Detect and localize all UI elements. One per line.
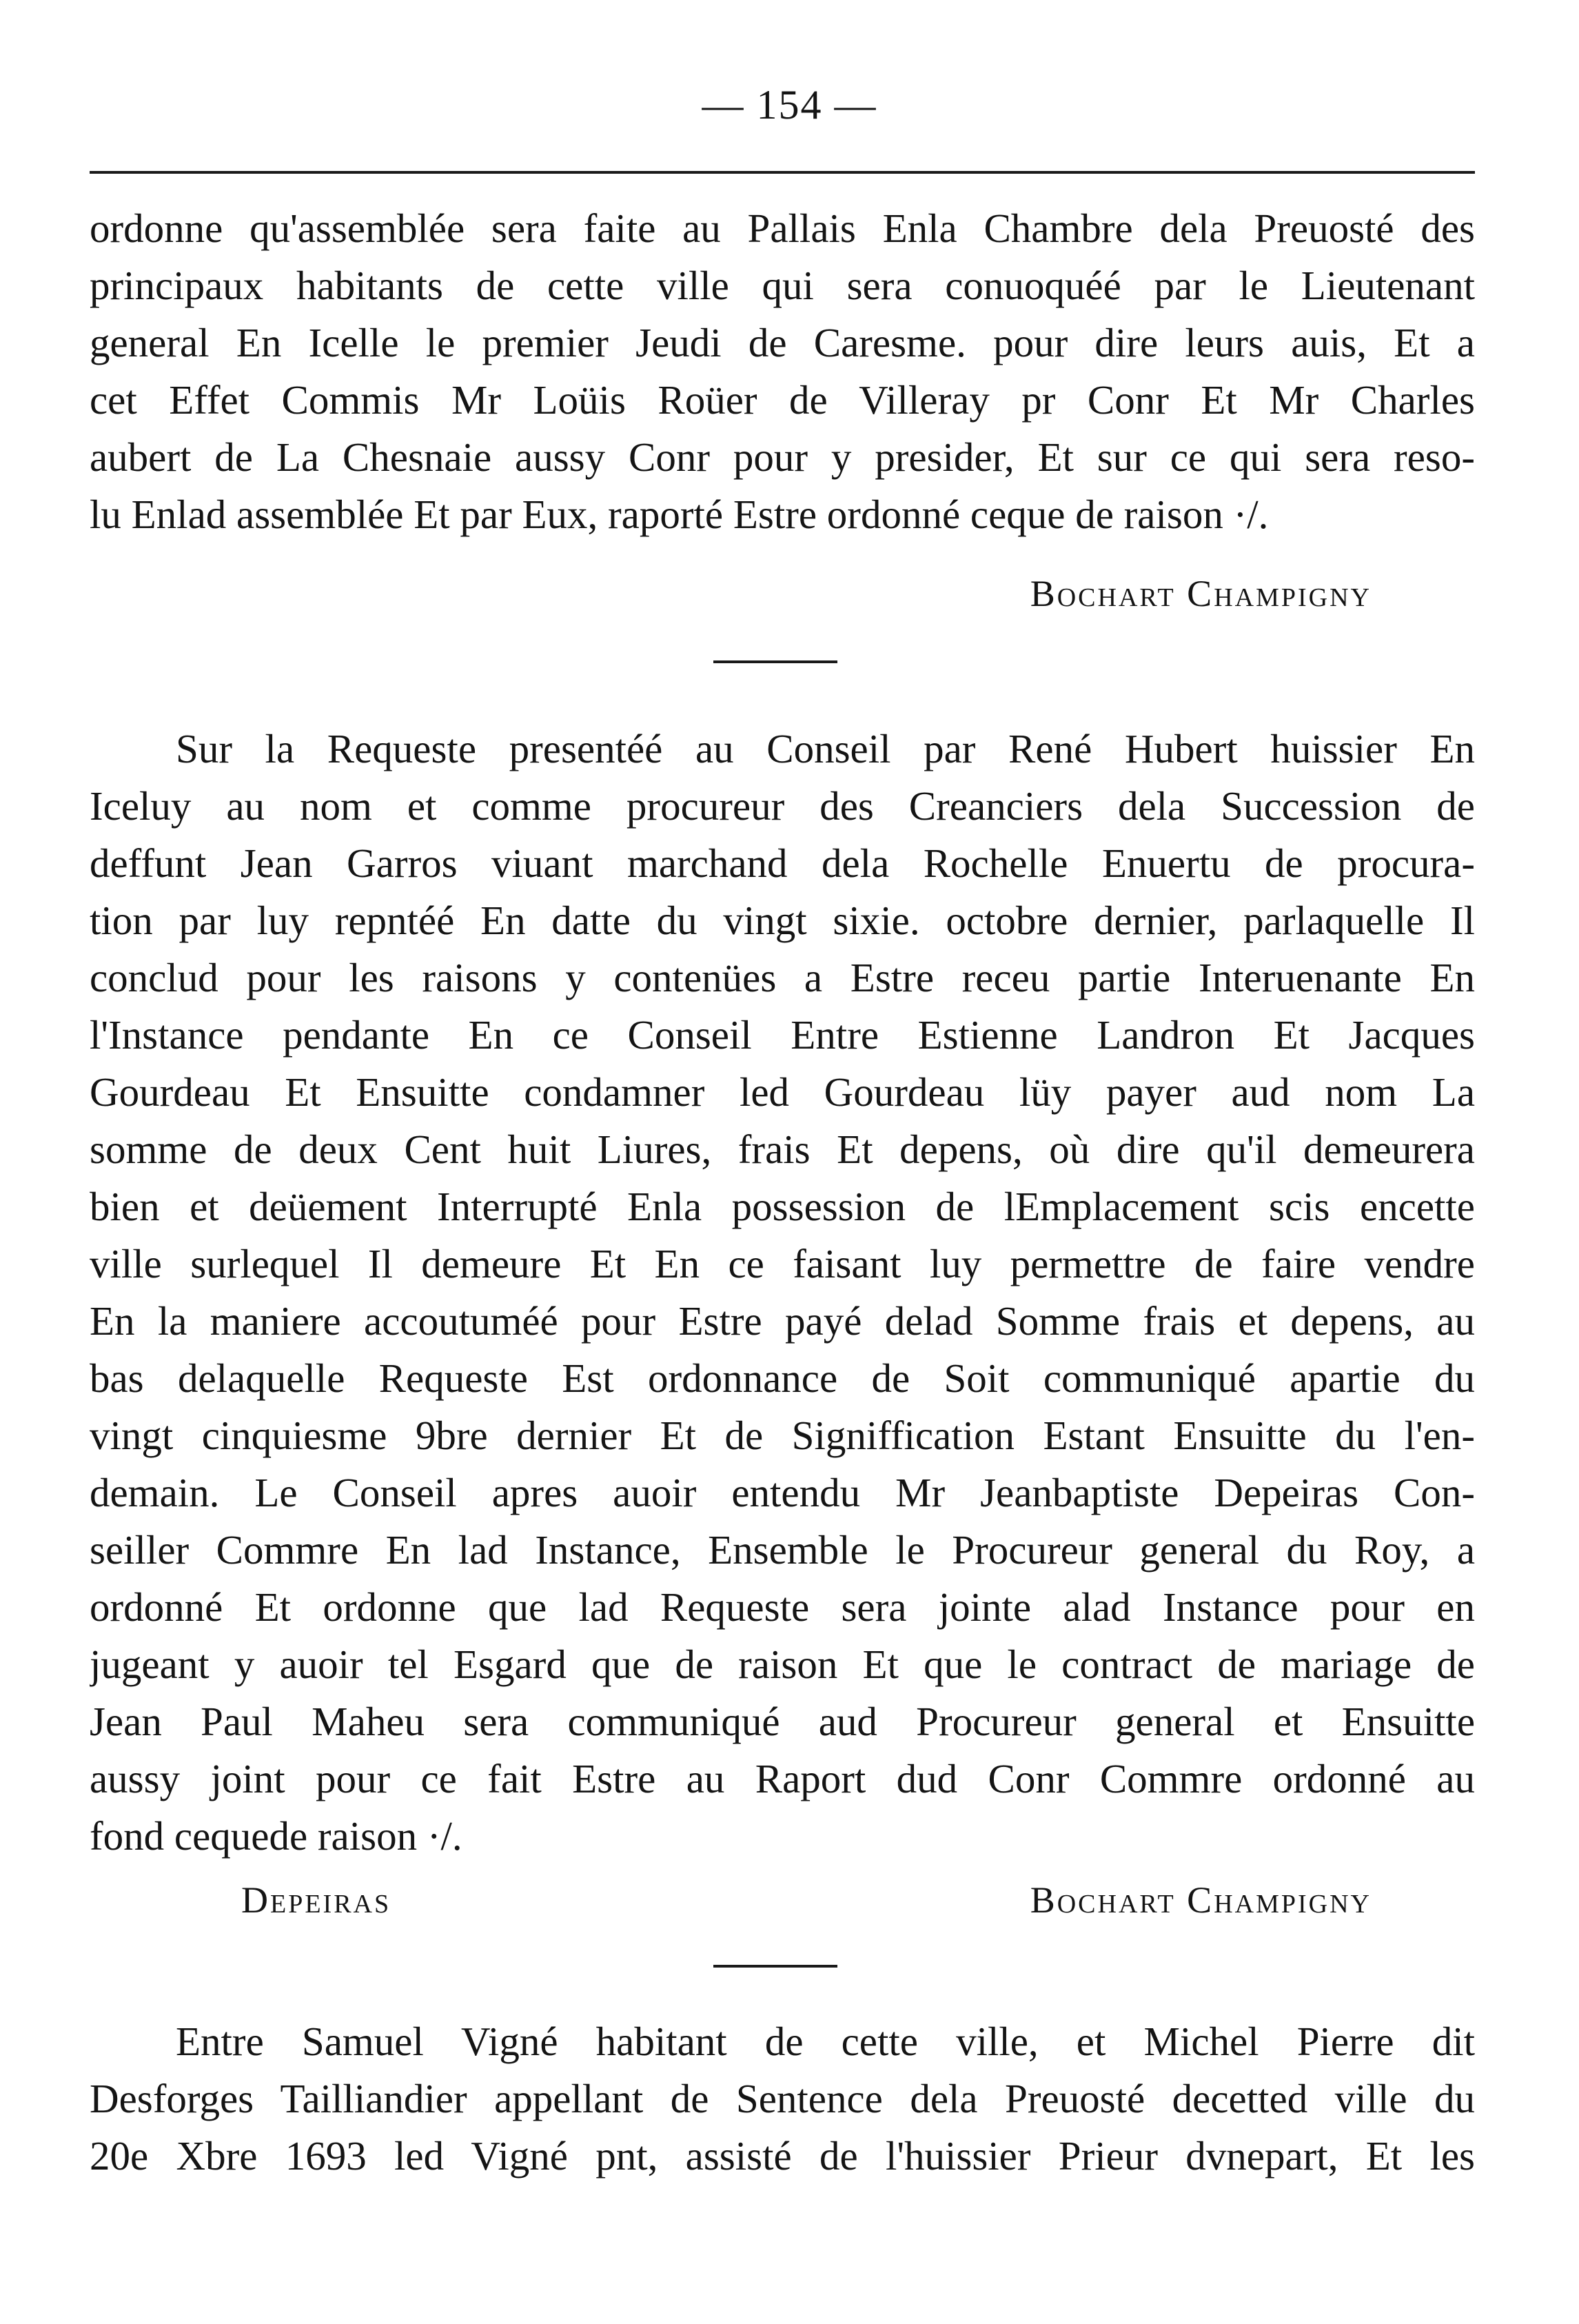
text-line: ville surlequel Il demeure Et En ce faisant luy permettre de faire vendre xyxy=(90,1241,1475,1286)
text-line: Jean Paul Maheu sera communiqué aud Procureur general et Ensuitte xyxy=(90,1699,1475,1744)
signature-depeiras: Depeiras xyxy=(241,1879,391,1921)
text-line: Desforges Tailliandier appellant de Sentence dela Preuosté decetted ville du xyxy=(90,2076,1475,2121)
text-line: bas delaquelle Requeste Est ordonnance de Soit communiqué apartie du xyxy=(90,1355,1475,1401)
text-line: Gourdeau Et Ensuitte condamner led Gourdeau lüy payer aud nom La xyxy=(90,1069,1475,1115)
text-line: ordonne qu'assemblée sera faite au Pallais Enla Chambre dela Preuosté des xyxy=(90,205,1475,251)
text-line: seiller Commre En lad Instance, Ensemble le Procureur general du Roy, a xyxy=(90,1527,1475,1573)
text-line: principaux habitants de cette ville qui sera conuoquéé par le Lieutenant xyxy=(90,263,1475,308)
text-line: Iceluy au nom et comme procureur des Creanciers dela Succession de xyxy=(90,783,1475,829)
text-line: vingt cinquiesme 9bre dernier Et de Signiffication Estant Ensuitte du l'en- xyxy=(90,1413,1475,1458)
text-line: demain. Le Conseil apres auoir entendu Mr Jeanbaptiste Depeiras Con- xyxy=(90,1470,1475,1515)
signature-champigny: Bochart Champigny xyxy=(1030,1879,1372,1921)
text-line: lu Enlad assemblée Et par Eux, raporté Estre ordonné ceque de raison ·/. xyxy=(90,492,1269,537)
paragraph-requeste-hubert xyxy=(90,720,1475,1865)
text-line: En la maniere accoutuméé pour Estre payé delad Somme frais et depens, au xyxy=(90,1298,1475,1344)
text-line: somme de deux Cent huit Liures, frais Et depens, où dire qu'il demeurera xyxy=(90,1126,1475,1172)
text-line: tion par luy repntéé En datte du vingt sixie. octobre dernier, parlaquelle Il xyxy=(90,898,1475,943)
text-line: l'Instance pendante En ce Conseil Entre Estienne Landron Et Jacques xyxy=(90,1012,1475,1058)
paragraph-ordonnance xyxy=(90,200,1475,543)
text-line: Sur la Requeste presentéé au Conseil par René Hubert huissier En xyxy=(176,726,1475,771)
header-rule xyxy=(90,171,1475,174)
text-line: aubert de La Chesnaie aussy Conr pour y presider, Et sur ce qui sera reso- xyxy=(90,434,1475,480)
separator-rule xyxy=(713,1965,837,1968)
page-number: — 154 — xyxy=(702,82,877,128)
text-line: general En Icelle le premier Jeudi de Caresme. pour dire leurs auis, Et a xyxy=(90,320,1475,365)
signature-row xyxy=(90,572,1475,634)
signature-champigny: Bochart Champigny xyxy=(1030,573,1372,614)
text-line: conclud pour les raisons y contenües a Estre receu partie Interuenante En xyxy=(90,955,1475,1000)
separator-rule xyxy=(713,660,837,663)
text-line: fond cequede raison ·/. xyxy=(90,1813,462,1859)
text-line: bien et deüement Interrupté Enla possession de lEmplacement scis encette xyxy=(90,1184,1475,1229)
text-line: Entre Samuel Vigné habitant de cette ville, et Michel Pierre dit xyxy=(176,2019,1475,2064)
signature-row xyxy=(90,1879,1475,1941)
text-line: aussy joint pour ce fait Estre au Raport dud Conr Commre ordonné au xyxy=(90,1756,1475,1801)
text-line: cet Effet Commis Mr Loüis Roüer de Villeray pr Conr Et Mr Charles xyxy=(90,377,1475,423)
paragraph-entre-vigne xyxy=(90,2013,1475,2185)
text-line: jugeant y auoir tel Esgard que de raison Et que le contract de mariage de xyxy=(90,1641,1475,1687)
text-line: 20e Xbre 1693 led Vigné pnt, assisté de l'huissier Prieur dvnepart, Et les xyxy=(90,2133,1475,2179)
text-line: deffunt Jean Garros viuant marchand dela Rochelle Enuertu de procura- xyxy=(90,840,1475,886)
text-line: ordonné Et ordonne que lad Requeste sera jointe alad Instance pour en xyxy=(90,1584,1475,1630)
